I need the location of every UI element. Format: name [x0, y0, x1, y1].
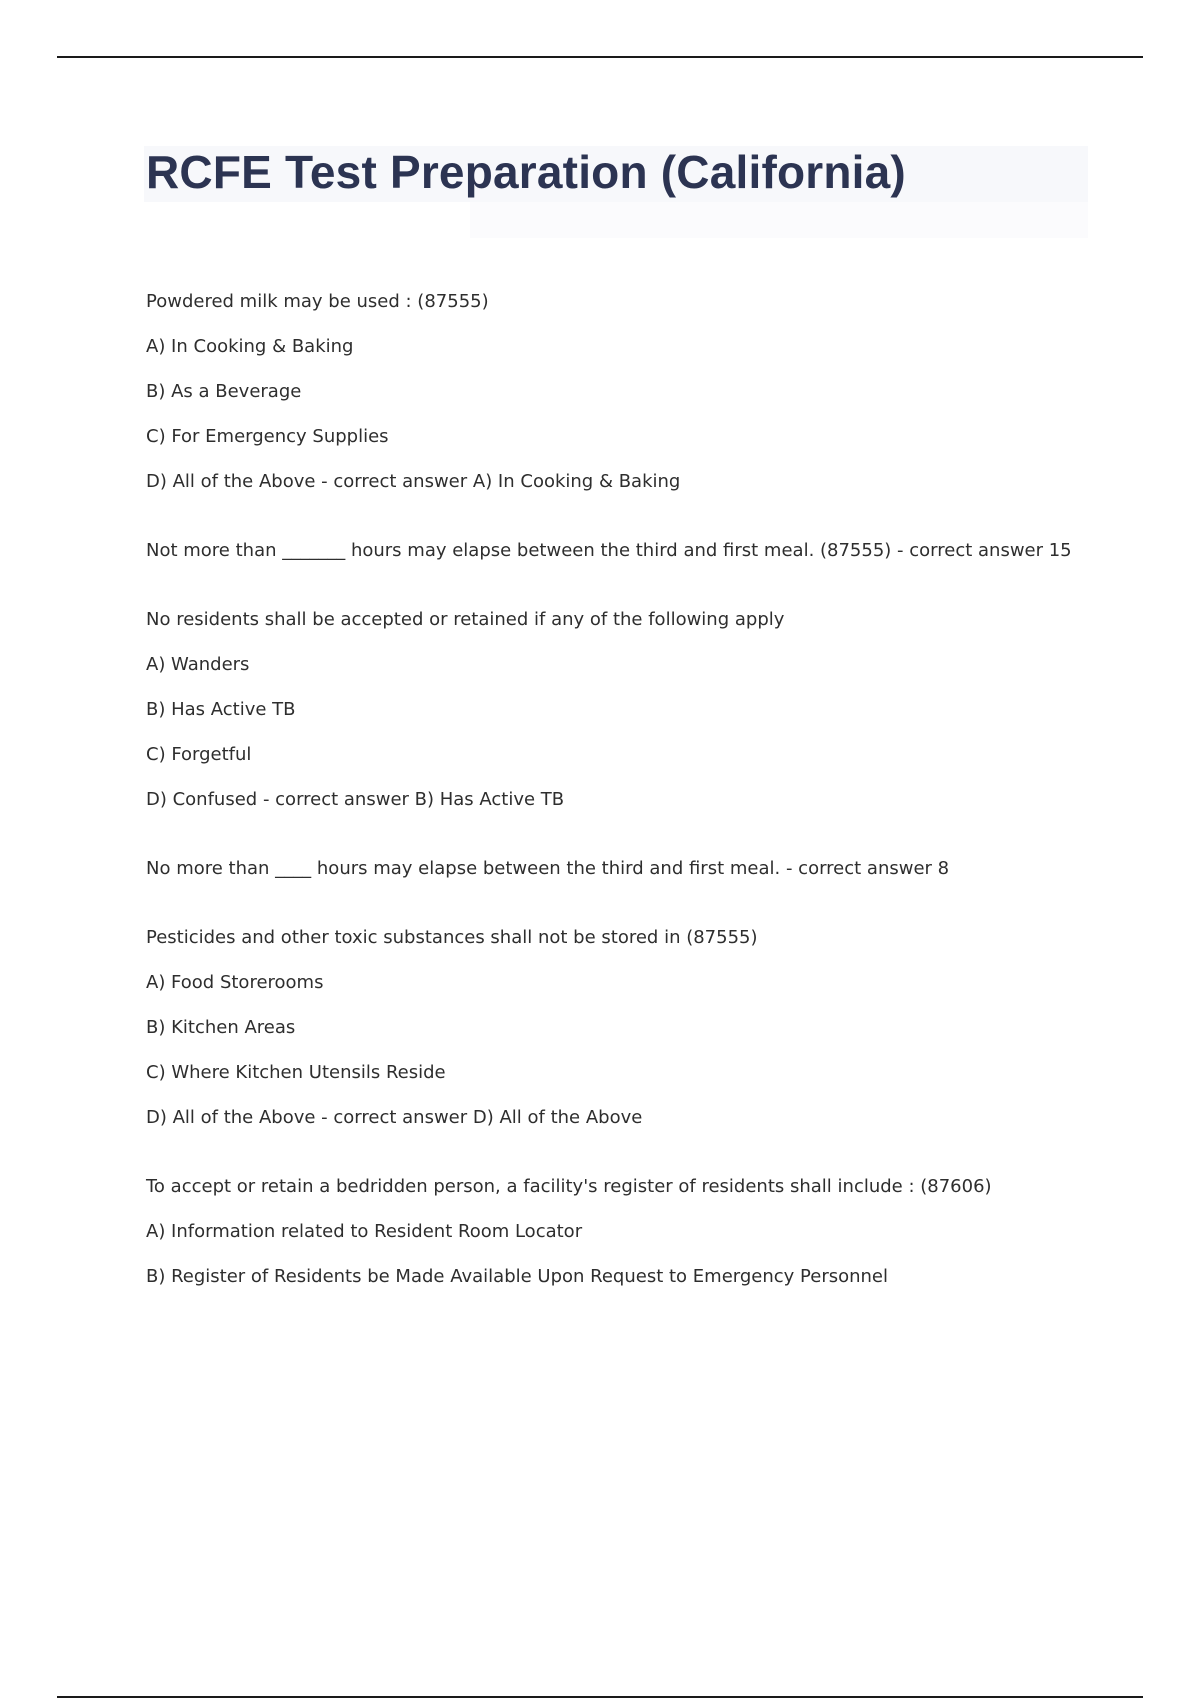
answer-option: B) Has Active TB: [146, 699, 296, 720]
answer-option: A) Information related to Resident Room Locator: [146, 1221, 583, 1242]
answer-option: C) For Emergency Supplies: [146, 426, 389, 447]
answer-option: B) Kitchen Areas: [146, 1017, 296, 1038]
answer-option-with-correct-answer: D) All of the Above - correct answer A) In Cooking & Baking: [146, 471, 681, 492]
answer-option: C) Forgetful: [146, 744, 252, 765]
answer-option-with-correct-answer: D) All of the Above - correct answer D) All of the Above: [146, 1107, 643, 1128]
answer-option: A) Food Storerooms: [146, 972, 324, 993]
title-highlight-shadow: [470, 202, 1088, 238]
question-block: [146, 608, 1106, 812]
answer-option-with-correct-answer: D) Confused - correct answer B) Has Active TB: [146, 789, 565, 810]
question-text: Pesticides and other toxic substances shall not be stored in (87555): [146, 927, 758, 948]
question-block: [146, 926, 1106, 1130]
answer-option: A) Wanders: [146, 654, 250, 675]
page-title: RCFE Test Preparation (California): [146, 146, 906, 198]
question-block: [146, 290, 1106, 494]
question-list: [146, 290, 1106, 1334]
top-rule: [57, 56, 1143, 58]
question-text: To accept or retain a bedridden person, a facility's register of residents shall include : (87606): [146, 1176, 992, 1197]
question-block: [146, 857, 1106, 881]
question-block: [146, 1175, 1106, 1289]
question-text: No residents shall be accepted or retained if any of the following apply: [146, 609, 785, 630]
question-block: [146, 539, 1106, 563]
question-text: Powdered milk may be used : (87555): [146, 291, 489, 312]
answer-option: A) In Cooking & Baking: [146, 336, 354, 357]
answer-option: C) Where Kitchen Utensils Reside: [146, 1062, 446, 1083]
question-text-with-correct-answer: Not more than _______ hours may elapse between the third and first meal. (87555) - correct answer 15: [146, 540, 1072, 561]
bottom-rule: [57, 1696, 1143, 1698]
question-text-with-correct-answer: No more than ____ hours may elapse between the third and first meal. - correct answer 8: [146, 858, 950, 879]
answer-option: B) As a Beverage: [146, 381, 302, 402]
answer-option: B) Register of Residents be Made Available Upon Request to Emergency Personnel: [146, 1266, 888, 1287]
